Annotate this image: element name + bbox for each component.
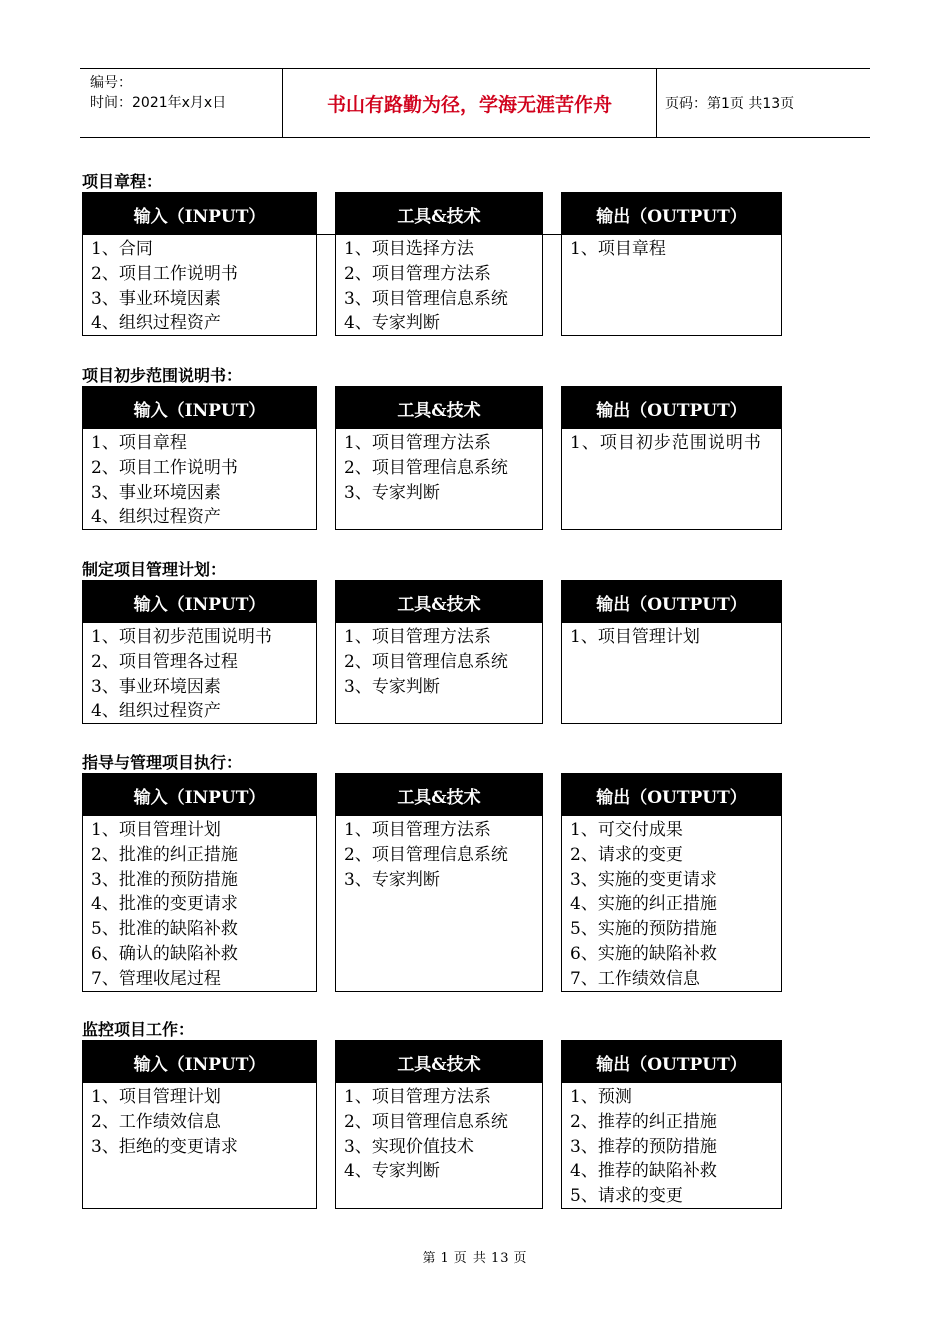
output-header: 输出（OUTPUT） (562, 193, 781, 235)
list-item: 1、项目管理计划 (91, 1087, 221, 1107)
list-item: 2、项目管理信息系统 (344, 1111, 508, 1132)
footer-page-number: 1 (440, 1251, 450, 1266)
list-item: 4、专家判断 (344, 1161, 440, 1182)
input-list (83, 623, 316, 724)
list-item: 4、专家判断 (344, 313, 440, 334)
list-item: 2、推荐的纠正措施 (570, 1111, 717, 1132)
list-item: 2、请求的变更 (570, 844, 683, 865)
list-item: 3、推荐的预防措施 (570, 1136, 717, 1157)
page-header (80, 68, 870, 138)
list-item: 3、项目管理信息系统 (344, 288, 508, 309)
connector-line (317, 234, 335, 235)
input-list (83, 429, 316, 530)
output-list (562, 235, 781, 262)
list-item: 2、批准的纠正措施 (91, 844, 238, 865)
header-motto: 书山有路勤为径，学海无涯苦作舟 (326, 93, 612, 116)
list-item: 2、项目工作说明书 (91, 457, 238, 478)
list-item: 1、项目章程 (570, 239, 666, 259)
list-item: 3、实现价值技术 (344, 1136, 474, 1157)
header-page-info: 页码：第1页 共13页 (665, 96, 795, 112)
output-box (561, 386, 782, 530)
tools-header: 工具&技术 (336, 774, 542, 816)
list-item: 3、专家判断 (344, 482, 440, 503)
list-item: 2、工作绩效信息 (91, 1111, 221, 1132)
list-item: 4、推荐的缺陷补救 (570, 1161, 717, 1182)
input-box (82, 1040, 317, 1209)
tools-list (336, 429, 542, 505)
list-item: 2、项目管理方法系 (344, 263, 491, 284)
list-item: 1、项目管理方法系 (344, 820, 491, 840)
output-list (562, 623, 781, 650)
list-item: 3、事业环境因素 (91, 676, 221, 697)
list-item: 7、管理收尾过程 (91, 968, 221, 989)
input-header: 输入（INPUT） (83, 387, 316, 429)
header-divider (656, 69, 657, 137)
output-header: 输出（OUTPUT） (562, 1041, 781, 1083)
list-item: 3、拒绝的变更请求 (91, 1136, 238, 1157)
input-header: 输入（INPUT） (83, 774, 316, 816)
tools-box (335, 192, 543, 336)
list-item: 1、项目管理方法系 (344, 627, 491, 647)
tools-list (336, 816, 542, 892)
list-item: 4、实施的纠正措施 (570, 894, 717, 915)
tools-header: 工具&技术 (336, 581, 542, 623)
input-header: 输入（INPUT） (83, 581, 316, 623)
input-header: 输入（INPUT） (83, 1041, 316, 1083)
list-item: 2、项目管理信息系统 (344, 844, 508, 865)
footer-prefix: 第 (422, 1251, 437, 1266)
output-list (562, 429, 781, 456)
output-header: 输出（OUTPUT） (562, 387, 781, 429)
output-box (561, 773, 782, 992)
output-header: 输出（OUTPUT） (562, 581, 781, 623)
list-item: 4、组织过程资产 (91, 701, 221, 722)
time-label: 时间：2021年x月x日 (90, 95, 227, 111)
footer-suffix: 页 (513, 1251, 528, 1266)
list-item: 5、实施的预防措施 (570, 919, 717, 940)
input-box (82, 386, 317, 530)
list-item: 3、事业环境因素 (91, 288, 221, 309)
list-item: 1、项目初步范围说明书 (570, 433, 762, 453)
footer-mid: 页 共 (453, 1251, 487, 1266)
connector-line (543, 234, 561, 235)
list-item: 2、项目管理信息系统 (344, 457, 508, 478)
output-list (562, 1083, 781, 1209)
list-item: 1、项目管理计划 (91, 820, 221, 840)
list-item: 1、项目管理计划 (570, 627, 700, 647)
output-list (562, 816, 781, 992)
list-item: 2、项目工作说明书 (91, 263, 238, 284)
output-box (561, 192, 782, 336)
list-item: 1、预测 (570, 1087, 632, 1107)
section-title: 指导与管理项目执行： (82, 753, 243, 772)
list-item: 4、组织过程资产 (91, 313, 221, 334)
list-item: 4、批准的变更请求 (91, 894, 238, 915)
list-item: 1、项目管理方法系 (344, 1087, 491, 1107)
list-item: 6、确认的缺陷补救 (91, 943, 238, 964)
input-box (82, 192, 317, 336)
list-item: 1、项目章程 (91, 433, 187, 453)
list-item: 3、专家判断 (344, 869, 440, 890)
input-list (83, 235, 316, 336)
list-item: 5、批准的缺陷补救 (91, 919, 238, 940)
section-title: 制定项目管理计划： (82, 560, 227, 579)
tools-box (335, 1040, 543, 1209)
list-item: 1、项目初步范围说明书 (91, 627, 272, 647)
header-meta (90, 73, 226, 113)
input-list (83, 1083, 316, 1159)
section-title: 监控项目工作： (82, 1020, 195, 1039)
list-item: 1、项目选择方法 (344, 239, 474, 259)
tools-header: 工具&技术 (336, 387, 542, 429)
tools-list (336, 623, 542, 699)
tools-header: 工具&技术 (336, 193, 542, 235)
list-item: 3、实施的变更请求 (570, 869, 717, 890)
input-box (82, 580, 317, 724)
list-item: 5、请求的变更 (570, 1186, 683, 1207)
tools-list (336, 1083, 542, 1184)
page-footer (0, 1247, 950, 1266)
tools-box (335, 386, 543, 530)
list-item: 3、事业环境因素 (91, 482, 221, 503)
list-item: 4、组织过程资产 (91, 507, 221, 528)
tools-box (335, 773, 543, 992)
tools-list (336, 235, 542, 336)
input-list (83, 816, 316, 992)
footer-total-pages: 13 (490, 1251, 510, 1266)
output-box (561, 580, 782, 724)
section-management-plan (82, 560, 782, 724)
list-item: 3、批准的预防措施 (91, 869, 238, 890)
input-box (82, 773, 317, 992)
list-item: 7、工作绩效信息 (570, 968, 700, 989)
tools-header: 工具&技术 (336, 1041, 542, 1083)
number-label: 编号： (90, 75, 132, 91)
section-title: 项目初步范围说明书： (82, 366, 243, 385)
section-monitor-control (82, 1020, 782, 1210)
list-item: 1、项目管理方法系 (344, 433, 491, 453)
list-item: 3、专家判断 (344, 676, 440, 697)
list-item: 2、项目管理各过程 (91, 651, 238, 672)
list-item: 1、可交付成果 (570, 820, 683, 840)
input-header: 输入（INPUT） (83, 193, 316, 235)
tools-box (335, 580, 543, 724)
section-project-charter (82, 172, 782, 336)
output-box (561, 1040, 782, 1209)
section-preliminary-scope (82, 366, 782, 530)
section-direct-execution (82, 753, 782, 993)
list-item: 1、合同 (91, 239, 153, 259)
section-title: 项目章程： (82, 172, 163, 191)
list-item: 6、实施的缺陷补救 (570, 943, 717, 964)
list-item: 2、项目管理信息系统 (344, 651, 508, 672)
output-header: 输出（OUTPUT） (562, 774, 781, 816)
